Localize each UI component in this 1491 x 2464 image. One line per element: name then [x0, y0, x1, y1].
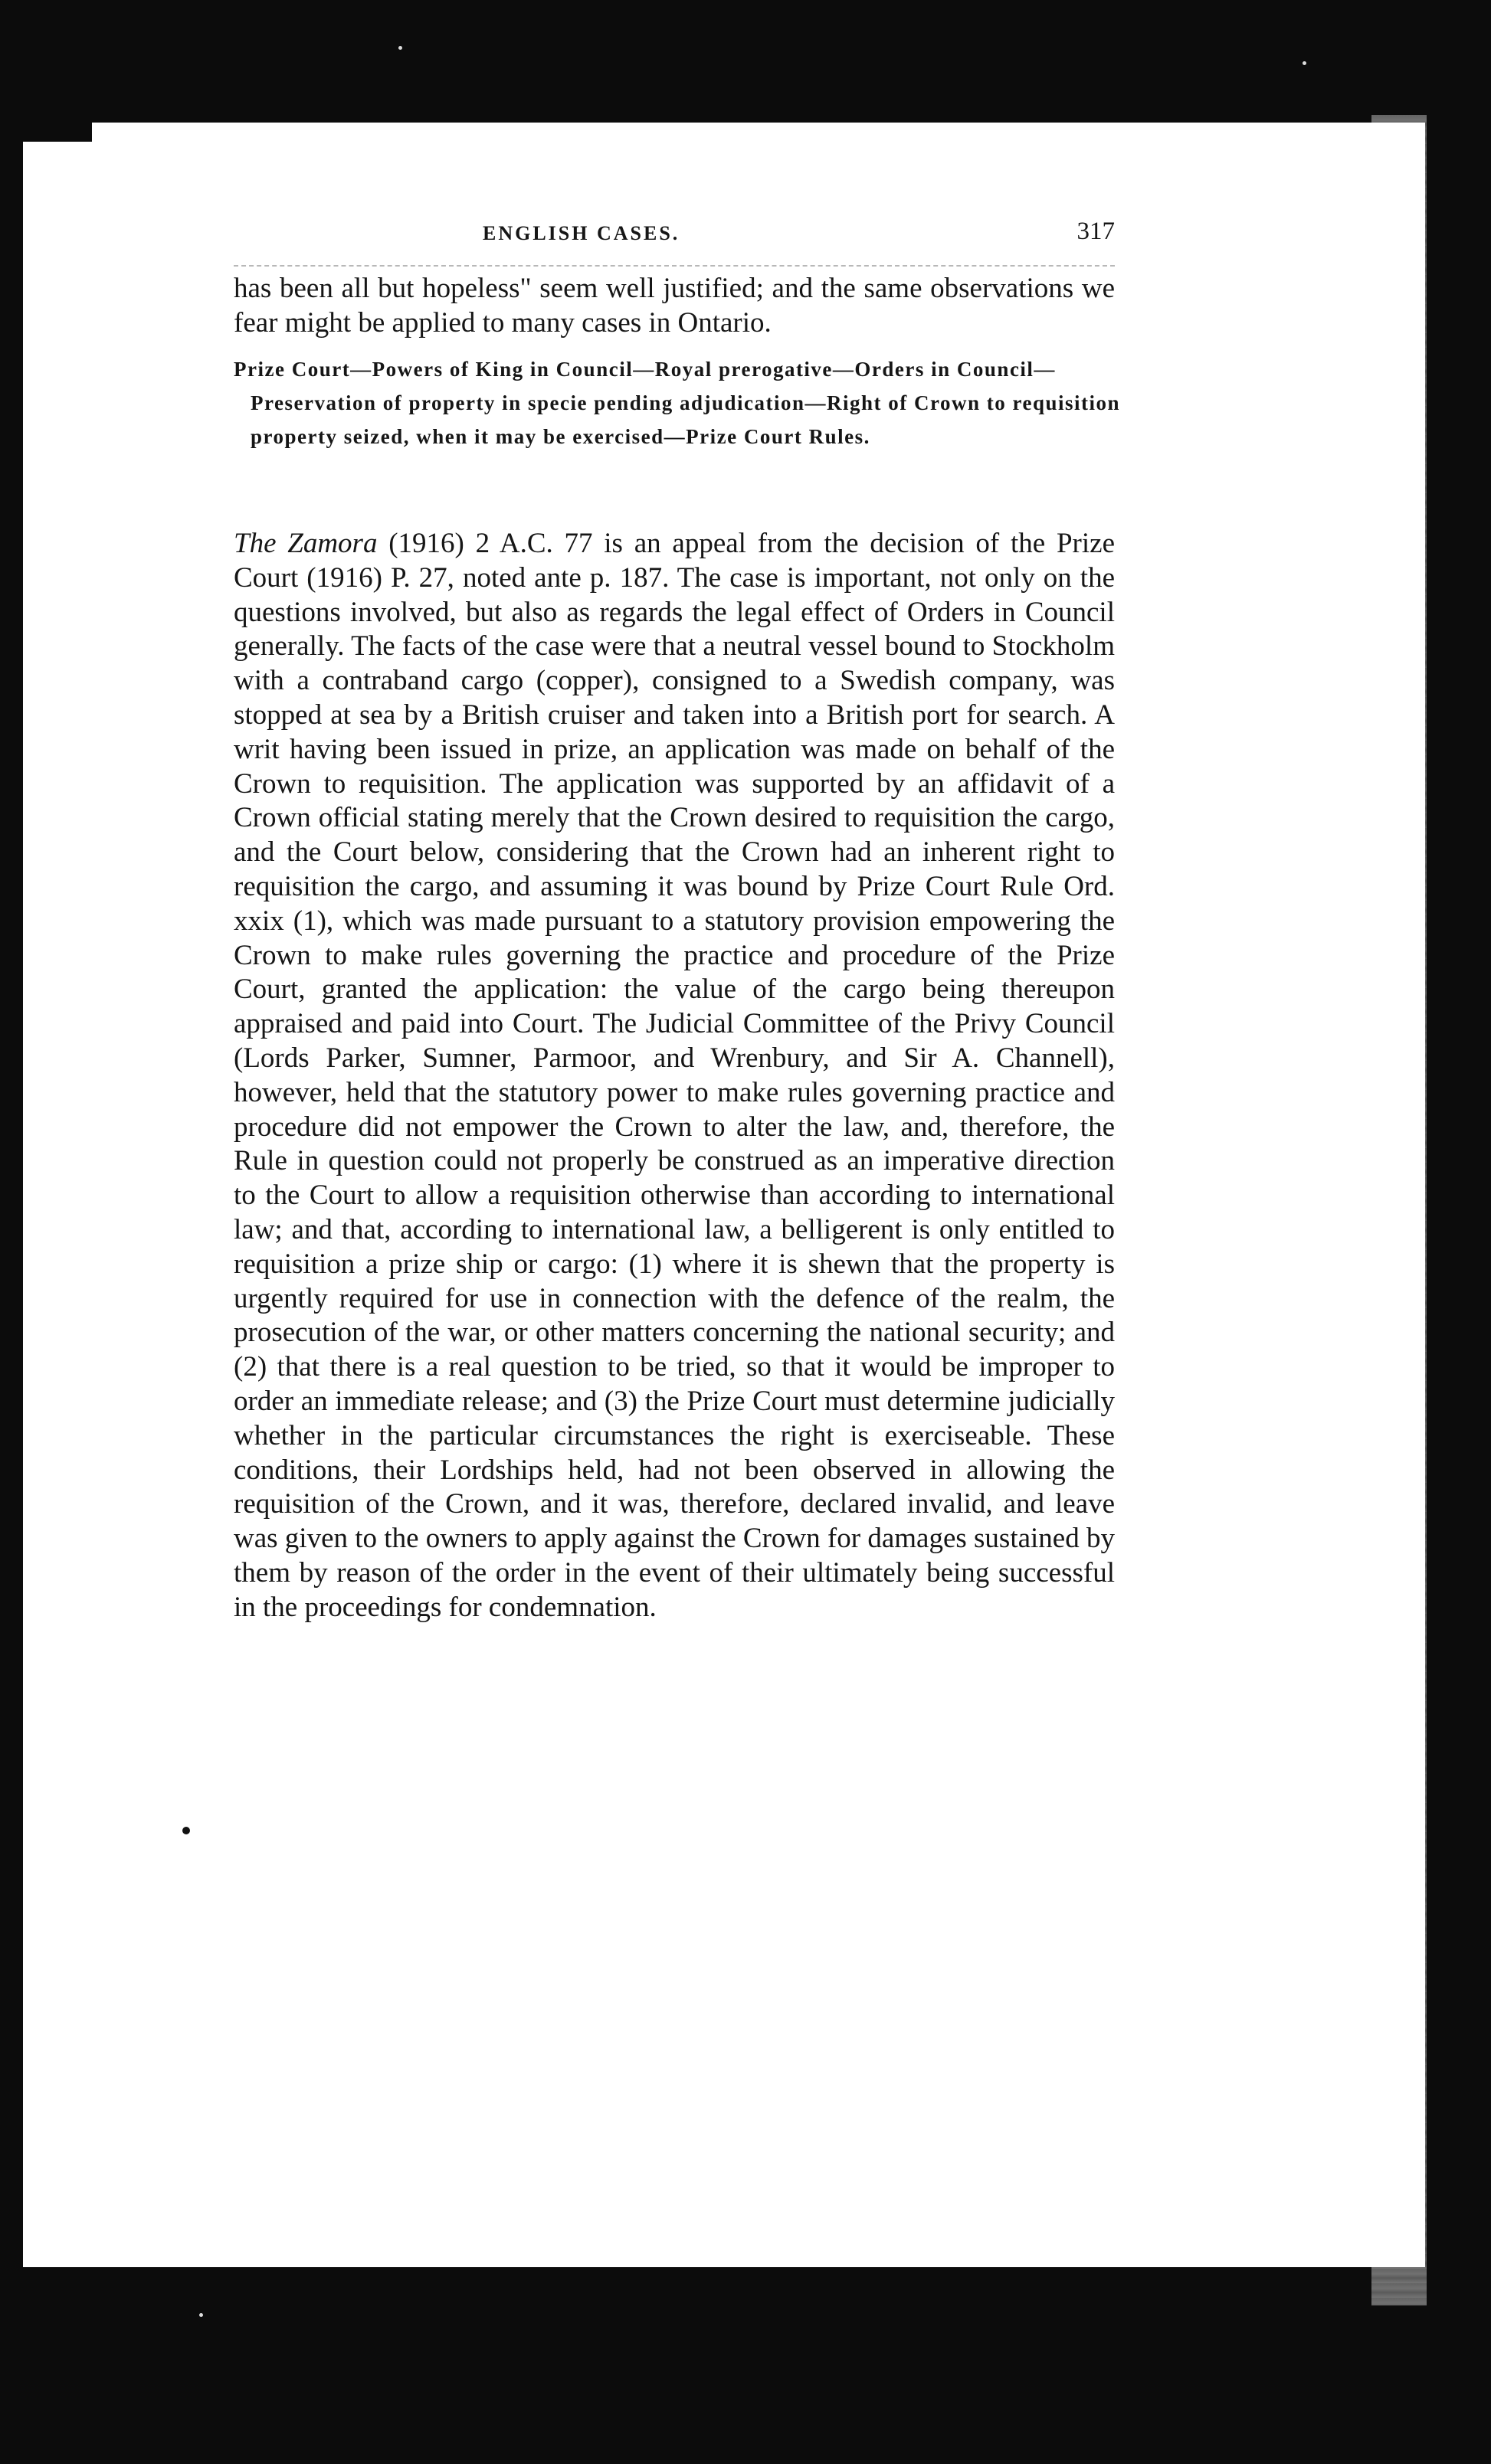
case-name: The Zamora	[234, 528, 378, 559]
scan-border-bottom	[0, 2267, 1491, 2464]
scan-border-top	[0, 0, 1491, 142]
scan-border-left	[0, 0, 23, 2464]
scan-speck	[199, 2313, 203, 2317]
case-headnote	[234, 352, 1132, 453]
scan-speck	[398, 46, 402, 50]
scan-border-right	[1425, 0, 1491, 2464]
page-header	[483, 218, 1115, 256]
margin-mark	[182, 1827, 190, 1834]
case-summary-paragraph	[234, 527, 1115, 1625]
case-summary	[234, 527, 1115, 1625]
case-summary-text: (1916) 2 A.C. 77 is an appeal from the decision of the Prize Court (1916) P. 27, noted ante p. 187. The case is important, not only on the questions involved, but also as regards the legal effect of Orders in Council generally. The facts of the case were that a neutral vessel bound to Stockholm with a contraband cargo (copper), consigned to a Swedish company, was stopped at sea by a British cruiser and taken into a British port for search. A writ having been issued in prize, an application was made on behalf of the Crown to requisition. The application was supported by an affidavit of a Crown official stating merely that the Crown desired to requisition the cargo, and the Court below, considering that the Crown had an inherent right to requisition the cargo, and assuming it was bound by Prize Court Rule Ord. xxix (1), which was made pursuant to a statutory provision empowering the Crown to make rules governing the practice and procedure of the Prize Court, granted the application: the value of the cargo being thereupon appraised and paid into Court. The Judicial Committee of the Privy Council (Lords Parker, Sumner, Parmoor, and Wrenbury, and Sir A. Channell), however, held that the statutory power to make rules governing practice and procedure did not empower the Crown to alter the law, and, therefore, the Rule in question could not properly be construed as an imperative direction to the Court to allow a requisition otherwise than according to international law; and that, according to international law, a belligerent is only entitled to requisition a prize ship or cargo: (1) where it is shewn that the property is urgently required for use in connection with the defence of the realm, the prosecution of the war, or other matters concerning the national security; and (2) that there is a real question to be tried, so that it would be improper to order an immediate release; and (3) the Prize Court must determine judicially whether in the particular circumstances the right is exerciseable. These conditions, their Lordships held, had not been observed in allowing the requisition of the Crown, and it was, therefore, declared invalid, and leave was given to the owners to apply against the Crown for damages sustained by them by reason of the order in the event of their ultimately being successful in the proceedings for condemnation.	[234, 528, 1116, 1623]
opening-text: has been all but hopeless" seem well justified; and the same observations we fear might be applied to many cases in Ontario.	[234, 273, 1115, 339]
opening-paragraph	[234, 272, 1115, 341]
header-rule	[234, 265, 1115, 267]
page-number: 317	[1076, 218, 1115, 245]
scan-speck	[1303, 61, 1306, 65]
running-head: ENGLISH CASES.	[483, 222, 680, 244]
headnote-text: Prize Court—Powers of King in Council—Royal prerogative—Orders in Council—Preservation of property in specie pending adjudication—Right of Crown to requisition property seized, when it may be exercised—Prize Court Rules.	[234, 358, 1121, 448]
